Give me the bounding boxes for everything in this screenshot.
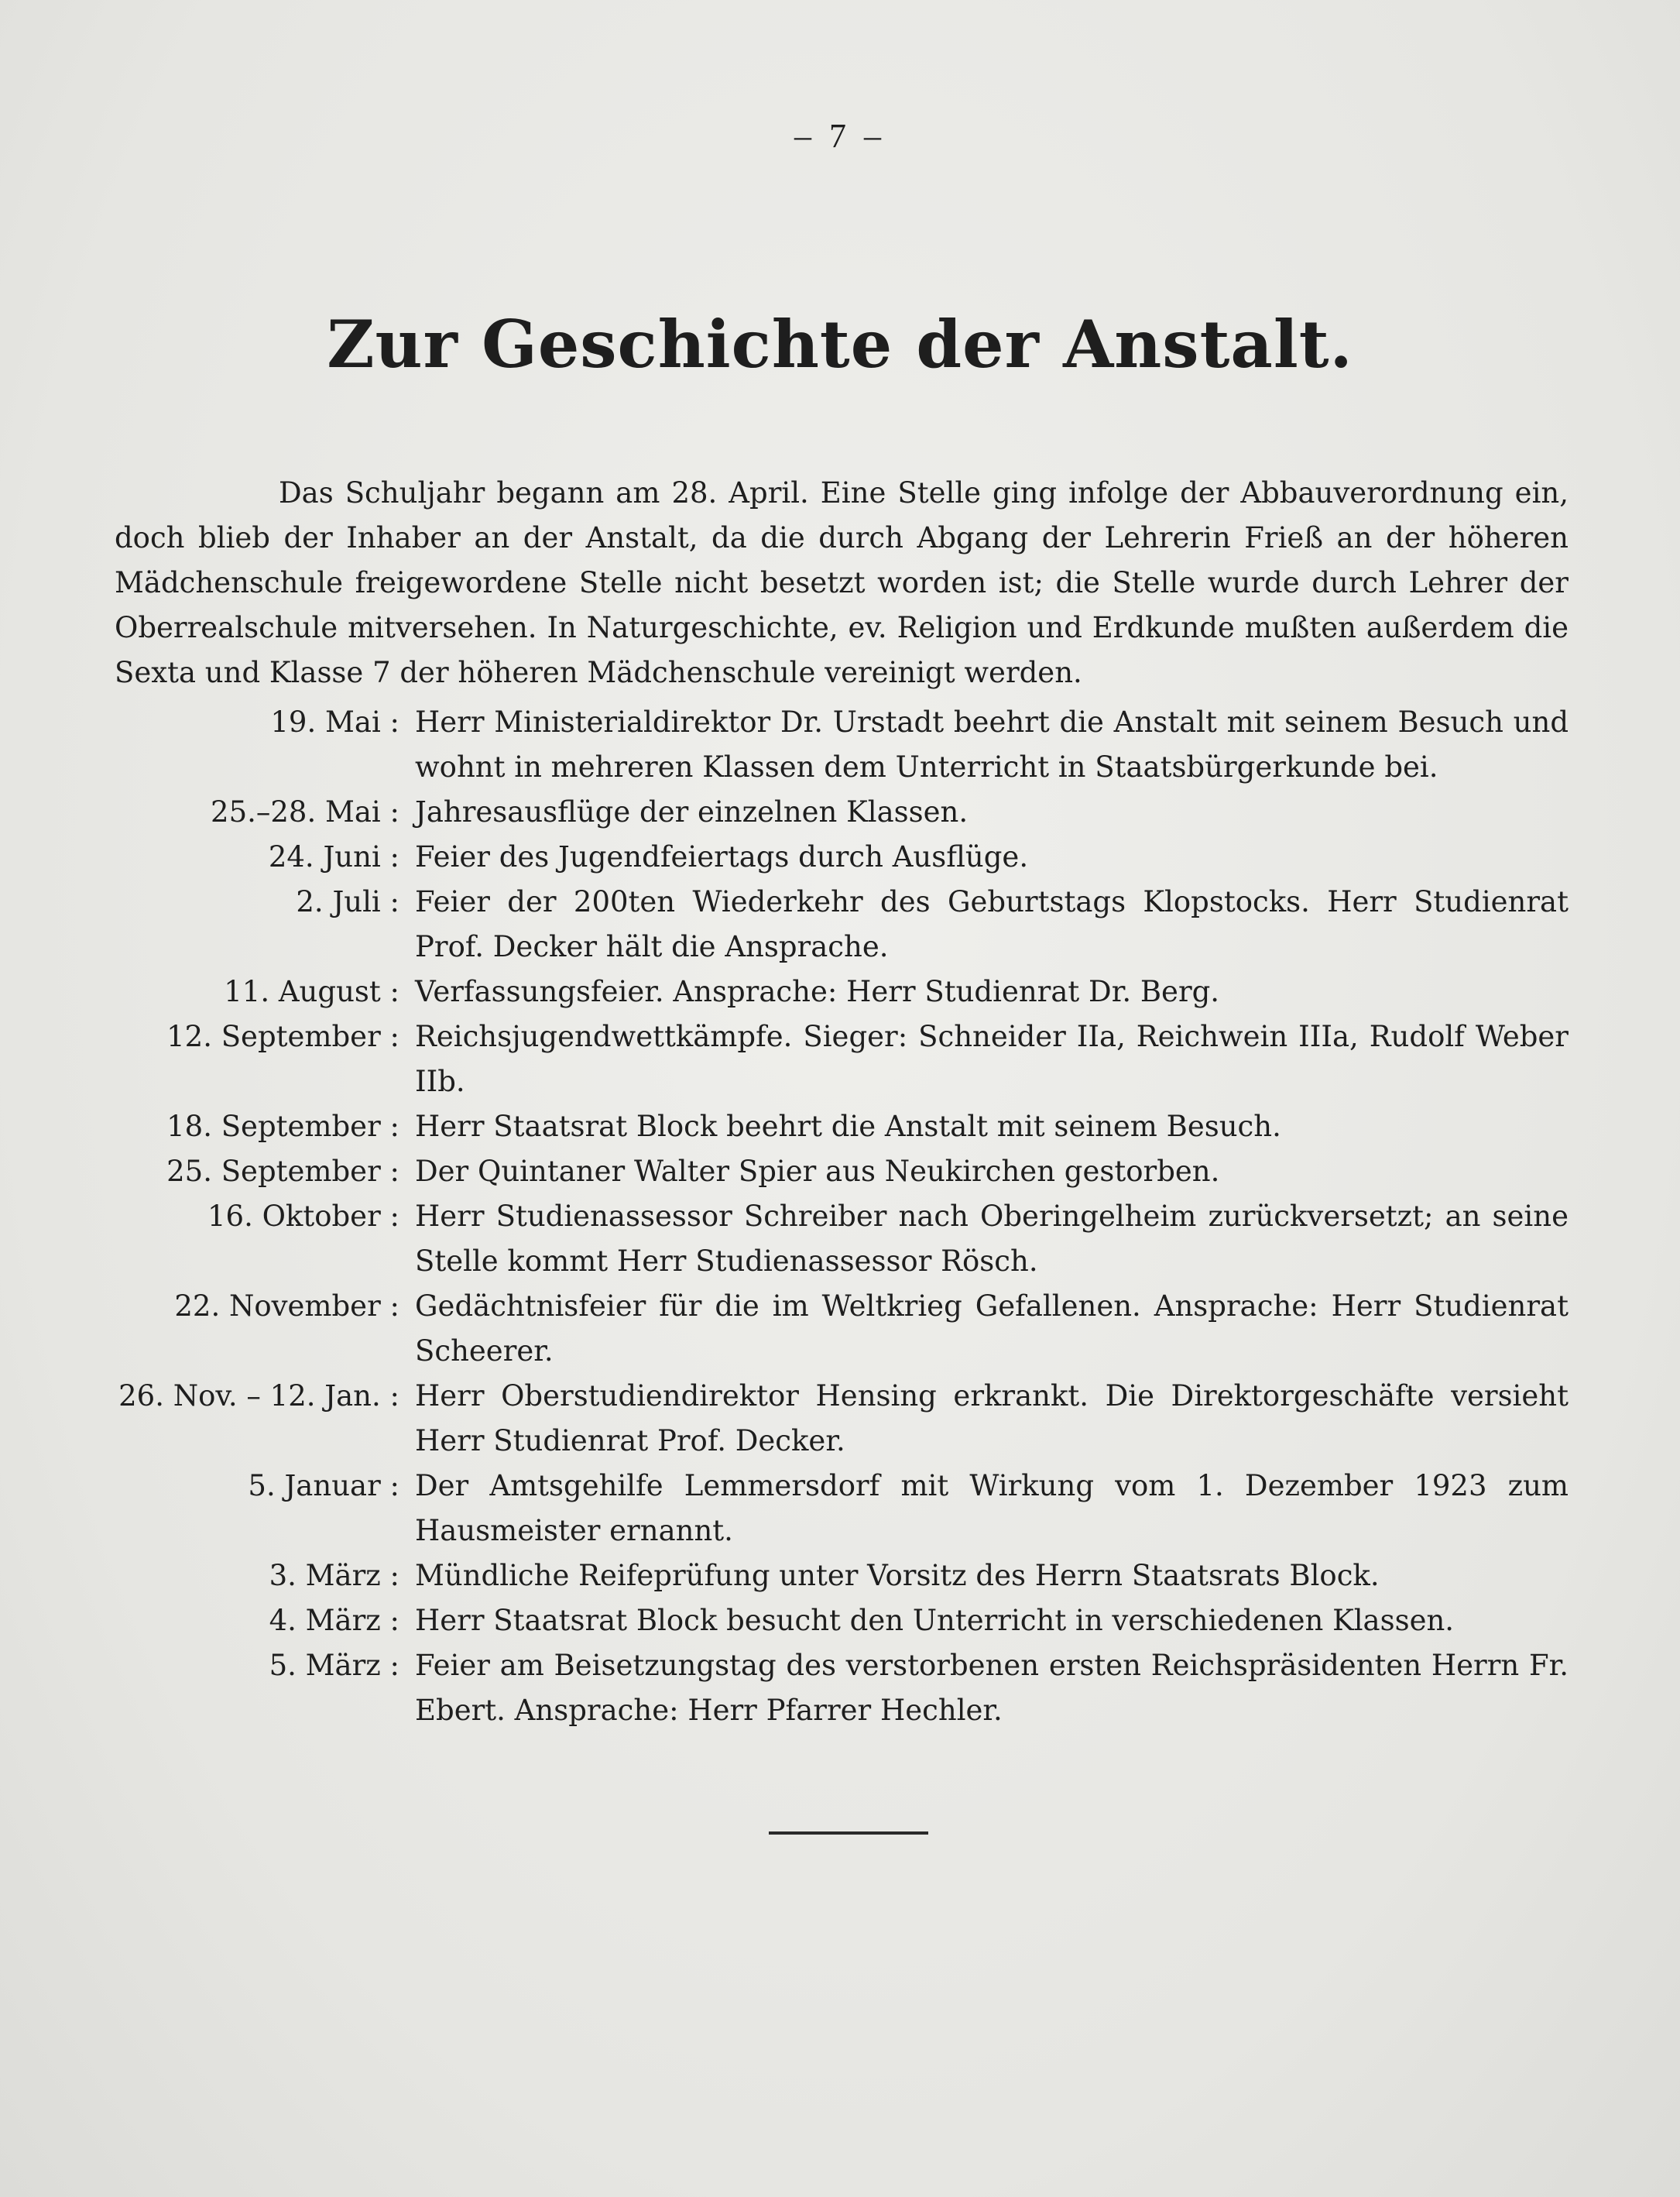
chronicle-entry xyxy=(115,1598,1569,1643)
entry-text: Herr Ministerialdirektor Dr. Urstadt beehrt die Anstalt mit seinem Besuch und wohnt in mehreren Klassen dem Unterricht in Staatsbürgerkunde bei. xyxy=(415,705,1569,784)
intro-paragraph: Das Schuljahr begann am 28. April. Eine Stelle ging infolge der Abbauverordnung ein, doch blieb der Inhaber an der Anstalt, da die durch Abgang der Lehrerin Frieß an der höheren Mädchenschule freigewordene Stelle nicht besetzt worden ist; die Stelle wurde durch Lehrer der Oberrealschule mitversehen. In Naturgeschichte, ev. Religion und Erdkunde mußten außerdem die Sexta und Klasse 7 der höheren Mädchenschule vereinigt werden. xyxy=(115,476,1569,689)
chronicle-entry xyxy=(115,700,1569,790)
entry-text: Feier am Beisetzungstag des verstorbenen ersten Reichspräsidenten Herrn Fr. Ebert. Ansprache: Herr Pfarrer Hechler. xyxy=(415,1649,1569,1727)
entry-date: 3. März : xyxy=(269,1559,399,1592)
entry-date: 26. Nov. – 12. Jan. : xyxy=(118,1379,399,1413)
entry-text: Der Quintaner Walter Spier aus Neukirchen gestorben. xyxy=(415,1155,1220,1188)
chronicle-entry xyxy=(115,880,1569,970)
entry-text: Herr Oberstudiendirektor Hensing erkrankt. Die Direktorgeschäfte versieht Herr Studienrat Prof. Decker. xyxy=(415,1379,1569,1457)
chronicle-entry xyxy=(115,1104,1569,1149)
chronicle-entry xyxy=(115,1374,1569,1464)
entry-date: 19. Mai : xyxy=(270,705,399,739)
entry-text: Herr Staatsrat Block beehrt die Anstalt mit seinem Besuch. xyxy=(415,1110,1281,1143)
entry-text: Der Amtsgehilfe Lemmersdorf mit Wirkung vom 1. Dezember 1923 zum Hausmeister ernannt. xyxy=(415,1469,1569,1547)
entry-date: 12. September : xyxy=(166,1020,399,1053)
entry-text: Verfassungsfeier. Ansprache: Herr Studienrat Dr. Berg. xyxy=(415,975,1220,1008)
entry-text: Reichsjugendwettkämpfe. Sieger: Schneider IIa, Reichwein IIIa, Rudolf Weber IIb. xyxy=(415,1020,1569,1098)
entry-date: 5. Januar : xyxy=(248,1469,399,1502)
entry-text: Herr Staatsrat Block besucht den Unterricht in verschiedenen Klassen. xyxy=(415,1604,1455,1637)
page-title: Zur Geschichte der Anstalt. xyxy=(327,306,1353,383)
chronicle-entry xyxy=(115,1553,1569,1598)
chronicle-entry xyxy=(115,1464,1569,1553)
page-number: – 7 – xyxy=(794,117,886,155)
chronicle-entry xyxy=(115,835,1569,880)
entry-date: 25. September : xyxy=(166,1155,399,1188)
entry-date: 2. Juli : xyxy=(296,885,399,918)
chronicle-entry xyxy=(115,1194,1569,1284)
entry-text: Mündliche Reifeprüfung unter Vorsitz des Herrn Staatsrats Block. xyxy=(415,1559,1380,1592)
closing-divider xyxy=(769,1831,928,1835)
chronicle-entry xyxy=(115,1014,1569,1104)
entry-date: 18. September : xyxy=(166,1110,399,1143)
entry-date: 25.–28. Mai : xyxy=(211,795,399,829)
chronicle-list xyxy=(115,700,1569,1733)
entry-text: Feier des Jugendfeiertags durch Ausflüge. xyxy=(415,840,1029,874)
entry-text: Feier der 200ten Wiederkehr des Geburtstags Klopstocks. Herr Studienrat Prof. Decker hält die Ansprache. xyxy=(415,885,1569,963)
entry-date: 4. März : xyxy=(269,1604,399,1637)
chronicle-entry xyxy=(115,1643,1569,1733)
entry-date: 16. Oktober : xyxy=(207,1200,399,1233)
chronicle-entry xyxy=(115,970,1569,1014)
entry-text: Herr Studienassessor Schreiber nach Oberingelheim zurückversetzt; an seine Stelle kommt Herr Studienassessor Rösch. xyxy=(415,1200,1569,1278)
entry-text: Gedächtnisfeier für die im Weltkrieg Gefallenen. Ansprache: Herr Studienrat Scheerer. xyxy=(415,1289,1569,1368)
chronicle-entry xyxy=(115,790,1569,835)
entry-date: 5. März : xyxy=(269,1649,399,1682)
entry-text: Jahresausflüge der einzelnen Klassen. xyxy=(415,795,969,829)
entry-date: 24. Juni : xyxy=(268,840,399,874)
chronicle-entry xyxy=(115,1149,1569,1194)
entry-date: 22. November : xyxy=(174,1289,399,1323)
chronicle-entry xyxy=(115,1284,1569,1374)
entry-date: 11. August : xyxy=(224,975,399,1008)
